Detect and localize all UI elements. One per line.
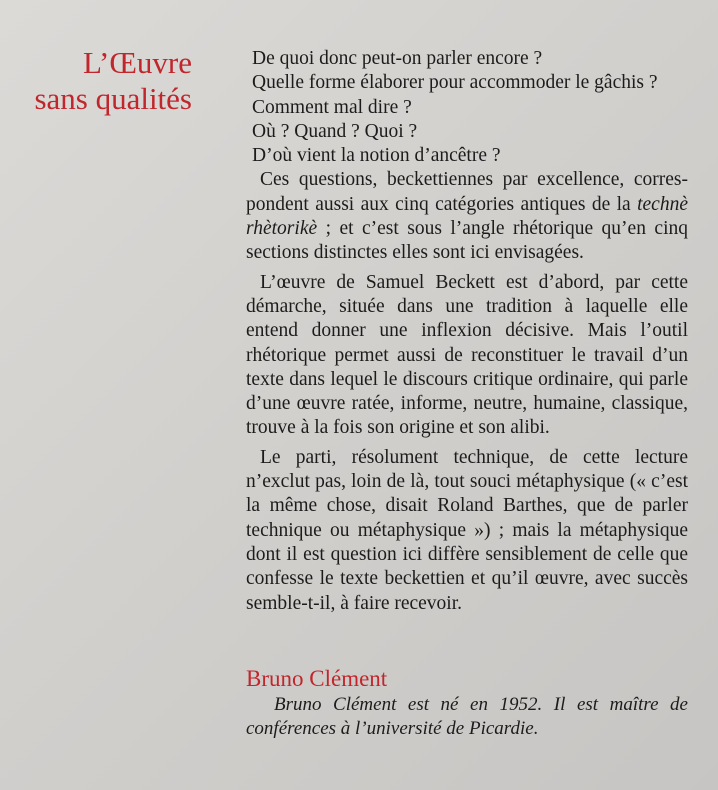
question-2: Quelle forme élaborer pour accommoder le gâchis ? [252,72,658,94]
book-title-line-2: sans qualités [34,81,192,116]
question-5: D’où vient la notion d’ancêtre ? [252,145,501,167]
book-title-line-1: L’Œuvre [82,45,192,80]
question-1: De quoi donc peut-on parler encore ? [252,48,543,69]
book-title [14,45,192,117]
blurb-text [246,47,688,616]
author-name: Bruno Clément [246,666,388,691]
paragraph-1-part-1: Ces questions, beckettiennes par excellence, correspondent aussi aux cinq catégories antiques de la [246,169,688,215]
question-4: Où ? Quand ? Quoi ? [252,120,418,142]
paragraph-2: L’œuvre de Samuel Beckett est d’abord, par cette démarche, située dans une tradition à laquelle elle entend donner une inflexion décisive. Mais l’outil rhétorique permet aussi de reconstituer le travail d’un texte dans lequel le discours critique ordinaire, qui parle d’une œuvre ratée, informe, neutre, humaine, classique, trouve à la fois son origine et son alibi. [246,271,688,439]
paragraph-1-part-2: ; et c’est sous l’angle rhétorique qu’en cinq sections distinctes elles sont ici envisagées. [246,218,688,264]
author-bio: Bruno Clément est né en 1952. Il est maître de conférences à l’université de Picardie. [246,694,688,739]
question-3: Comment mal dire ? [252,96,412,118]
paragraph-1 [246,168,688,265]
paragraph-1-italic: technè rhètorikè [246,193,688,240]
paragraph-3: Le parti, résolument technique, de cette lecture n’exclut pas, loin de là, tout souci métaphysique (« c’est la même chose, disait Roland Barthes, que de parler technique ou métaphysique ») ; mais la métaphysique dont il est question ici diffère sensiblement de celle que confesse le texte beckettien et qu’il œuvre, avec succès semble-t-il, à faire recevoir. [246,446,688,614]
